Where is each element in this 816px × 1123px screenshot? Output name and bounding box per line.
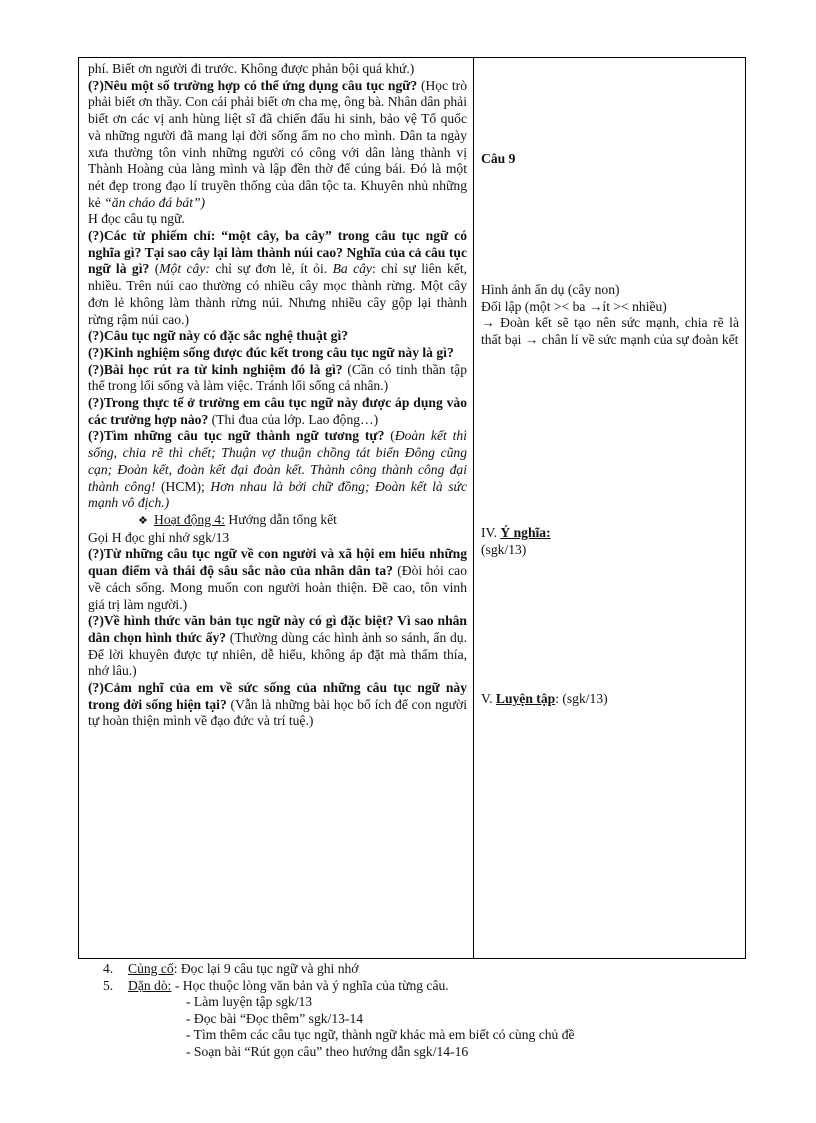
diamond-bullet-icon: ❖ xyxy=(138,514,148,527)
list-item: - Làm luyện tập sgk/13 xyxy=(186,994,313,1010)
paragraph: H đọc câu tụ ngữ. xyxy=(88,211,185,227)
paragraph: (?)Nêu một số trường hợp có thể ứng dụng câu tục ngữ? (Học trò phải biết ơn thầy. Con cái phải biết ơn cha mẹ, ông bà. Nhân dân phải biết ơn các vị anh hùng liệt sĩ đã chiến đấu hi sinh, bảo vệ Tổ quốc và những người đã mang lại đời sống ấm no cho mình. Dân ta ngày xưa thường tôn vinh những người có công với dân làng thành vị Thành Hoàng của làng mình và lập đền thờ để cúng bái. Đó là một nét đẹp trong đạo lí truyền thống của dân tộc ta. Khuyên nhủ những kẻ “ăn cháo đá bát”) xyxy=(88,77,467,210)
paragraph: (?)Từ những câu tục ngữ về con người và xã hội em hiểu những quan điểm và thái độ sâu sắc nào của nhân dân ta? (Đòi hỏi cao về cách sống. Mong muốn con người hoàn thiện. Đề cao, tôn vinh giá trị làm người.) xyxy=(88,546,467,612)
paragraph: Gọi H đọc ghi nhớ sgk/13 xyxy=(88,529,230,545)
paragraph: (?)Bài học rút ra từ kinh nghiệm đó là gì? (Cần có tinh thần tập thể trong lối sống và làm việc. Tránh lối sống cá nhân.) xyxy=(88,361,467,394)
paragraph: (?)Về hình thức văn bản tục ngữ này có gì đặc biệt? Vì sao nhân dân chọn hình thức ấy? (Thường dùng các hình ảnh so sánh, ẩn dụ. Để lời khuyên được tự nhiên, dễ hiểu, không áp đặt mà thấm thía, nhớ lâu.) xyxy=(88,613,467,679)
list-item: - Soạn bài “Rút gọn câu” theo hướng dẫn sgk/14-16 xyxy=(186,1043,469,1059)
paragraph: (?)Trong thực tế ở trường em câu tục ngữ này được áp dụng vào các trường hợp nào? (Thi đua của lớp. Lao động…) xyxy=(88,395,467,427)
teacher-student-activities-column xyxy=(88,61,467,730)
list-item: 4. Củng cố: Đọc lại 9 câu tục ngữ và ghi nhớ xyxy=(103,961,359,976)
lesson-table xyxy=(78,57,746,959)
activity-4-heading: ❖ Hoạt động 4: Hướng dẫn tổng kết xyxy=(88,512,467,530)
paragraph: (?)Các từ phiếm chỉ: “một cây, ba cây” trong câu tục ngữ có nghĩa gì? Tại sao cây lại làm thành núi cao? Nghĩa của cả câu tục ngữ là gì? (Một cây: chỉ sự đơn lẻ, ít ỏi. Ba cây: chỉ sự liên kết, nhiều. Trên núi cao thường có nhiều cây mọc thành rừng. Một cây đơn lẻ không làm thành rừng núi. Nhưng nhiều cây gộp lại thành rừng rậm núi cao.) xyxy=(88,228,467,327)
note-line: Đối lập (một >< ba →ít >< nhiều) xyxy=(481,298,667,314)
paragraph: (?)Tìm những câu tục ngữ thành ngữ tương tự? (Đoàn kết thì sống, chia rẽ thì chết; Thuận vợ thuận chồng tát biển Đông cũng cạn; Đoàn kết, đoàn kết đại đoàn kết. Thành công thành công đại thành công! (HCM); Hơn nhau là bởi chữ đồng; Đoàn kết là sức mạnh vô địch.) xyxy=(88,428,467,511)
paragraph: (?)Kinh nghiệm sống được đúc kết trong câu tục ngữ này là gì? xyxy=(88,344,454,360)
section-y-nghia: IV. Ý nghĩa: (sgk/13) xyxy=(481,525,551,557)
cau-9-notes xyxy=(481,282,739,349)
homework-list xyxy=(103,961,703,1061)
list-item: 5. Dặn dò: - Học thuộc lòng văn bản và ý nghĩa của từng câu. xyxy=(103,977,449,993)
note-line: Hình ảnh ẩn dụ (cây non) xyxy=(481,282,620,297)
list-item: - Đọc bài “Đọc thêm” sgk/13-14 xyxy=(186,1010,364,1026)
section-luyen-tap: V. Luyện tập: (sgk/13) xyxy=(481,691,608,706)
list-item: - Tìm thêm các câu tục ngữ, thành ngữ khác mà em biết có cùng chủ đề xyxy=(186,1027,575,1043)
note-line: → Đoàn kết sẽ tạo nên sức mạnh, chia rẽ là thất bại → chân lí về sức mạnh của sự đoàn kết xyxy=(481,315,739,348)
paragraph: (?)Câu tục ngữ này có đặc sắc nghệ thuật gì? xyxy=(88,328,349,344)
cau-9-heading: Câu 9 xyxy=(481,151,516,166)
column-divider xyxy=(473,58,474,958)
paragraph: phí. Biết ơn người đi trước. Không được phản bội quá khứ.) xyxy=(88,61,415,76)
paragraph: (?)Cảm nghĩ của em về sức sống của những câu tục ngữ này trong đời sống hiện tại? (Vẫn là những bài học bổ ích để con người tự hoàn thiện mình về đạo đức và trí tuệ.) xyxy=(88,680,467,729)
